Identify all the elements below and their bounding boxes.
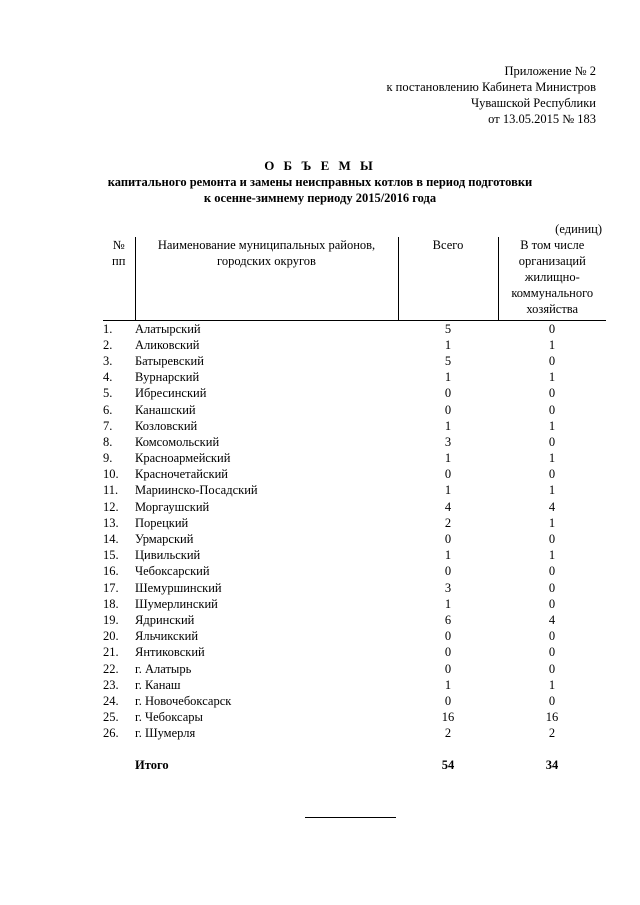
row-housing: 1 — [548, 677, 556, 692]
title-subtitle-line: капитального ремонта и замены неисправных котлов в период подготовки — [107, 175, 533, 189]
spacer-cell — [398, 741, 498, 757]
row-total: 1 — [444, 418, 452, 433]
table-row — [103, 725, 606, 741]
row-number: 12. — [103, 499, 119, 514]
row-name: Шемуршинский — [135, 580, 222, 595]
row-housing: 1 — [548, 418, 556, 433]
row-housing: 0 — [548, 693, 556, 708]
row-housing: 0 — [548, 629, 556, 644]
appendix-line: Приложение № 2 — [504, 64, 596, 78]
row-total: 0 — [444, 532, 452, 547]
table-row — [103, 531, 606, 547]
row-total: 3 — [444, 580, 452, 595]
table-row — [103, 563, 606, 579]
row-name: Красночетайский — [135, 467, 228, 482]
appendix-header — [296, 63, 596, 127]
table-row — [103, 482, 606, 498]
row-housing: 0 — [548, 467, 556, 482]
row-housing: 1 — [548, 337, 556, 352]
row-name: Канашский — [135, 402, 196, 417]
row-housing: 1 — [548, 515, 556, 530]
total-row — [103, 757, 606, 773]
volumes-table — [103, 237, 606, 774]
row-total: 0 — [444, 629, 452, 644]
row-total: 0 — [444, 402, 452, 417]
row-number: 19. — [103, 612, 119, 627]
row-number: 9. — [103, 451, 113, 466]
row-number: 21. — [103, 645, 119, 660]
row-number: 23. — [103, 677, 119, 692]
spacer-cell — [498, 741, 606, 757]
row-housing: 0 — [548, 596, 556, 611]
row-total: 0 — [444, 467, 452, 482]
row-total: 4 — [444, 499, 452, 514]
row-name: Козловский — [135, 418, 198, 433]
table-row — [103, 515, 606, 531]
appendix-line: Чувашской Республики — [470, 96, 596, 110]
row-total: 16 — [441, 710, 455, 725]
spacer-cell — [135, 741, 398, 757]
row-housing: 0 — [548, 402, 556, 417]
table-row — [103, 385, 606, 401]
row-total: 0 — [444, 564, 452, 579]
row-name: г. Новочебоксарск — [135, 693, 232, 708]
row-name: Ядринский — [135, 612, 195, 627]
table-row — [103, 499, 606, 515]
row-name: Алатырский — [135, 321, 201, 336]
row-number: 7. — [103, 418, 113, 433]
document-title — [0, 157, 640, 206]
table-row — [103, 547, 606, 563]
row-number: 4. — [103, 370, 113, 385]
row-total: 5 — [444, 353, 452, 368]
row-number: 13. — [103, 515, 119, 530]
header-name: Наименование муниципальных районов, городских округов — [135, 237, 398, 320]
table-spacer-row — [103, 741, 606, 757]
row-name: Мариинско-Посадский — [135, 483, 258, 498]
row-housing: 0 — [548, 661, 556, 676]
table-row — [103, 596, 606, 612]
table-row — [103, 677, 606, 693]
row-name: Батыревский — [135, 353, 204, 368]
row-housing: 0 — [548, 532, 556, 547]
row-number: 24. — [103, 693, 119, 708]
row-housing: 0 — [548, 434, 556, 449]
row-housing: 2 — [548, 726, 556, 741]
table-row — [103, 644, 606, 660]
table-row — [103, 709, 606, 725]
total-value: 54 — [441, 758, 455, 773]
row-total: 1 — [444, 370, 452, 385]
row-total: 1 — [444, 337, 452, 352]
table-row — [103, 353, 606, 369]
row-name: Урмарский — [135, 532, 194, 547]
total-housing-value: 34 — [545, 758, 559, 773]
row-name: Красноармейский — [135, 451, 231, 466]
row-number: 18. — [103, 596, 119, 611]
row-number: 15. — [103, 548, 119, 563]
appendix-line: к постановлению Кабинета Министров — [386, 80, 596, 94]
row-name: Янтиковский — [135, 645, 205, 660]
row-number: 25. — [103, 710, 119, 725]
table-row — [103, 628, 606, 644]
row-total: 3 — [444, 434, 452, 449]
row-name: Вурнарский — [135, 370, 200, 385]
row-total: 1 — [444, 677, 452, 692]
row-name: Комсомольский — [135, 434, 220, 449]
row-total: 1 — [444, 548, 452, 563]
appendix-line: от 13.05.2015 № 183 — [488, 112, 596, 126]
row-number: 6. — [103, 402, 113, 417]
table-row — [103, 337, 606, 353]
row-total: 0 — [444, 661, 452, 676]
row-number: 1. — [103, 321, 113, 336]
row-name: г. Канаш — [135, 677, 181, 692]
row-number: 2. — [103, 337, 113, 352]
signature-line — [305, 817, 396, 818]
row-housing: 0 — [548, 386, 556, 401]
title-subtitle-line: к осенне-зимнему периоду 2015/2016 года — [203, 191, 437, 205]
row-housing: 0 — [548, 321, 556, 336]
row-name: г. Чебоксары — [135, 710, 203, 725]
row-total: 1 — [444, 451, 452, 466]
row-number: 3. — [103, 353, 113, 368]
row-total: 0 — [444, 693, 452, 708]
table-row — [103, 401, 606, 417]
row-housing: 1 — [548, 548, 556, 563]
row-number: 11. — [103, 483, 119, 498]
row-number: 8. — [103, 434, 113, 449]
row-housing: 0 — [548, 564, 556, 579]
row-number: 17. — [103, 580, 119, 595]
table-row — [103, 660, 606, 676]
row-name: Ибресинский — [135, 386, 207, 401]
row-number: 10. — [103, 467, 119, 482]
row-number: 16. — [103, 564, 119, 579]
total-number-cell — [103, 757, 135, 773]
row-number: 26. — [103, 726, 119, 741]
table-row — [103, 693, 606, 709]
row-name: г. Шумерля — [135, 726, 196, 741]
header-number: № пп — [103, 237, 135, 320]
table-row — [103, 369, 606, 385]
row-total: 0 — [444, 645, 452, 660]
row-housing: 1 — [548, 370, 556, 385]
row-total: 5 — [444, 321, 452, 336]
table-row — [103, 434, 606, 450]
row-housing: 1 — [548, 451, 556, 466]
table-row — [103, 418, 606, 434]
row-housing: 16 — [545, 710, 559, 725]
row-total: 6 — [444, 612, 452, 627]
row-total: 1 — [444, 483, 452, 498]
row-name: Яльчикский — [135, 629, 199, 644]
row-number: 22. — [103, 661, 119, 676]
row-housing: 1 — [548, 483, 556, 498]
table-header-row — [103, 237, 606, 320]
row-housing: 4 — [548, 499, 556, 514]
table-body — [103, 320, 606, 774]
total-label: Итого — [135, 758, 169, 773]
header-total: Всего — [398, 237, 498, 320]
row-total: 2 — [444, 515, 452, 530]
table-row — [103, 466, 606, 482]
row-housing: 0 — [548, 353, 556, 368]
row-name: г. Алатырь — [135, 661, 192, 676]
row-name: Чебоксарский — [135, 564, 210, 579]
table-row — [103, 320, 606, 337]
row-name: Шумерлинский — [135, 596, 218, 611]
row-name: Порецкий — [135, 515, 189, 530]
row-housing: 0 — [548, 645, 556, 660]
row-name: Моргаушский — [135, 499, 210, 514]
row-number: 5. — [103, 386, 113, 401]
row-housing: 4 — [548, 612, 556, 627]
row-name: Аликовский — [135, 337, 200, 352]
table-row — [103, 580, 606, 596]
units-label: (единиц) — [555, 222, 602, 236]
row-total: 1 — [444, 596, 452, 611]
row-total: 2 — [444, 726, 452, 741]
title-main: О Б Ъ Е М Ы — [264, 158, 376, 173]
table-row — [103, 612, 606, 628]
spacer-cell — [103, 741, 135, 757]
row-number: 14. — [103, 532, 119, 547]
table-row — [103, 450, 606, 466]
row-total: 0 — [444, 386, 452, 401]
row-number: 20. — [103, 629, 119, 644]
row-housing: 0 — [548, 580, 556, 595]
header-housing: В том числе организаций жилищно-коммунального хозяйства — [498, 237, 606, 320]
row-name: Цивильский — [135, 548, 201, 563]
